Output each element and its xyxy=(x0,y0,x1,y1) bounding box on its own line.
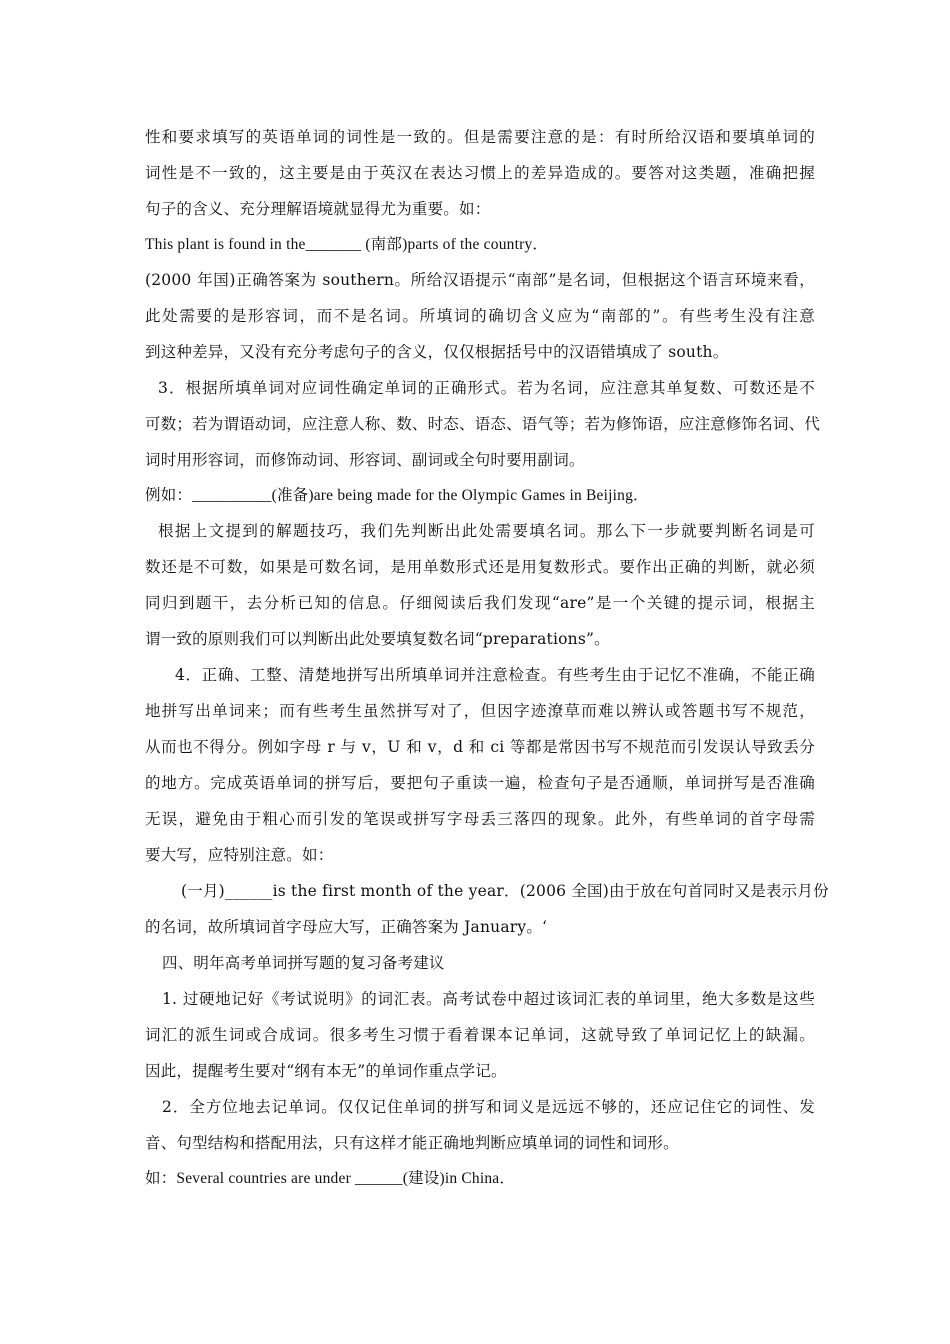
example-sentence: This plant is found in the_______ (南部)parts of the country． xyxy=(145,236,549,253)
example-sentence: 如：Several countries are under ______(建设)in China． xyxy=(145,1170,516,1187)
numbered-point-3: 3．根据所填单词对应词性确定单词的正确形式。若为名词，应注意其单复数、可数还是不 xyxy=(158,379,815,397)
text-line: 要大写，应特别注意。如： xyxy=(145,846,334,864)
text-line: 地拼写出单词来；而有些考生虽然拼写对了，但因字迹潦草而难以辨认或答题书写不规范， xyxy=(145,702,815,720)
text-line: 可数；若为谓语动词，应注意人称、数、时态、语态、语气等；若为修饰语，应注意修饰名词、代 xyxy=(145,415,821,433)
text-line: 无误，避免由于粗心而引发的笔误或拼写字母丢三落四的现象。此外，有些单词的首字母需 xyxy=(145,810,815,828)
numbered-point-1: 1. 过硬地记好《考试说明》的词汇表。高考试卷中超过该词汇表的单词里，绝大多数是这些 xyxy=(162,990,815,1008)
text-line: 从而也不得分。例如字母 r 与 v，U 和 v，d 和 ci 等都是常因书写不规范而引发误认导致丢分 xyxy=(145,738,815,756)
text-line: 数还是不可数，如果是可数名词，是用单数形式还是用复数形式。要作出正确的判断，就必须 xyxy=(145,558,815,576)
text-line: 根据上文提到的解题技巧，我们先判断出此处需要填名词。那么下一步就要判断名词是可 xyxy=(158,522,815,540)
example-sentence: (一月)______is the first month of the year．(2006 全国)由于放在句首同时又是表示月份 xyxy=(181,882,829,900)
section-heading: 四、明年高考单词拼写题的复习备考建议 xyxy=(162,954,445,972)
text-line: 因此，提醒考生要对“纲有本无”的单词作重点学记。 xyxy=(145,1062,507,1080)
text-line: 性和要求填写的英语单词的词性是一致的。但是需要注意的是：有时所给汉语和要填单词的 xyxy=(145,128,815,146)
text-line: 此处需要的是形容词，而不是名词。所填词的确切含义应为“南部的”。有些考生没有注意 xyxy=(145,307,815,325)
text-line: 词汇的派生词或合成词。很多考生习惯于看着课本记单词，这就导致了单词记忆上的缺漏。 xyxy=(145,1026,815,1044)
text-line: 谓一致的原则我们可以判断出此处要填复数名词“preparations”。 xyxy=(145,630,610,648)
text-line: 的名词，故所填词首字母应大写，正确答案为 January。‘ xyxy=(145,918,548,936)
text-line: (2000 年国)正确答案为 southern。所给汉语提示“南部”是名词，但根据这个语言环境来看， xyxy=(145,271,815,289)
example-sentence: 例如：__________(准备)are being made for the Olympic Games in Beijing． xyxy=(145,487,649,504)
numbered-point-4: 4．正确、工整、清楚地拼写出所填单词并注意检查。有些考生由于记忆不准确，不能正确 xyxy=(175,666,815,684)
text-line: 句子的含义、充分理解语境就显得尤为重要。如： xyxy=(145,200,491,218)
text-line: 词时用形容词，而修饰动词、形容词、副词或全句时要用副词。 xyxy=(145,451,585,469)
text-line: 词性是不一致的，这主要是由于英汉在表达习惯上的差异造成的。要答对这类题，准确把握 xyxy=(145,164,815,182)
text-line: 同归到题干，去分析已知的信息。仔细阅读后我们发现“are”是一个关键的提示词，根据主 xyxy=(145,594,815,612)
numbered-point-2: 2．全方位地去记单词。仅仅记住单词的拼写和词义是远远不够的，还应记住它的词性、发 xyxy=(162,1098,815,1116)
text-line: 的地方。完成英语单词的拼写后，要把句子重读一遍，检查句子是否通顺，单词拼写是否准确 xyxy=(145,774,815,792)
text-line: 音、句型结构和搭配用法，只有这样才能正确地判断应填单词的词性和词形。 xyxy=(145,1134,679,1152)
text-line: 到这种差异，又没有充分考虑句子的含义，仅仅根据括号中的汉语错填成了 south。 xyxy=(145,343,729,361)
